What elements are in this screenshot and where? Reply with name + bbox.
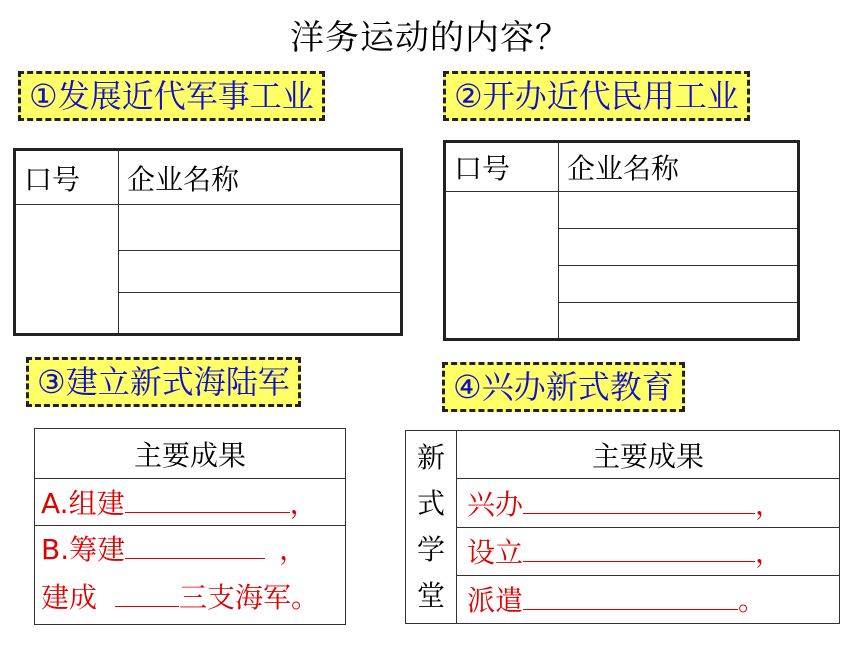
side-char: 堂 <box>416 579 445 612</box>
results-header: 主要成果 <box>35 429 346 479</box>
punct: ， <box>289 487 318 520</box>
new-school-label <box>406 431 457 624</box>
result-b-built: 建成 <box>41 581 98 614</box>
side-char: 式 <box>416 487 445 520</box>
punct: ， <box>279 533 308 566</box>
result-b-tail: 三支海军。 <box>179 581 320 614</box>
punct: 。 <box>738 584 767 618</box>
enterprise-cell <box>119 251 402 293</box>
punct: ， <box>755 487 784 521</box>
results-header: 主要成果 <box>457 431 840 479</box>
enterprise-cell <box>559 192 799 229</box>
enterprise-cell <box>119 293 402 335</box>
edu-text: 兴办 <box>467 487 524 521</box>
section-tag-new-education: ④兴办新式教育 <box>442 362 685 412</box>
slogan-cell <box>15 205 119 335</box>
edu-line-2 <box>457 527 840 575</box>
answer-blank <box>125 511 290 513</box>
enterprise-cell <box>559 303 799 340</box>
answer-blank <box>125 557 265 559</box>
section-tag-civil-industry: ②开办近代民用工业 <box>443 71 750 121</box>
result-line-a <box>35 479 346 526</box>
col-enterprise-name: 企业名称 <box>559 142 799 192</box>
answer-blank <box>523 608 738 610</box>
answer-blank <box>523 560 755 562</box>
edu-line-3 <box>457 575 840 623</box>
edu-text: 派遣 <box>467 584 524 618</box>
col-slogan: 口号 <box>15 150 119 205</box>
result-b-text: B.筹建 <box>41 533 126 566</box>
military-industry-table <box>13 148 403 336</box>
col-slogan: 口号 <box>445 142 559 192</box>
enterprise-cell <box>559 229 799 266</box>
enterprise-cell <box>559 266 799 303</box>
section-tag-military-industry: ①发展近代军事工业 <box>18 71 325 121</box>
edu-text: 设立 <box>467 536 524 570</box>
section-tag-navy-army: ③建立新式海陆军 <box>26 357 301 407</box>
slogan-cell <box>445 192 559 340</box>
edu-line-1 <box>457 479 840 527</box>
enterprise-cell <box>119 205 402 251</box>
result-a-text: A.组建 <box>41 487 125 520</box>
civil-industry-table <box>443 140 800 341</box>
col-enterprise-name: 企业名称 <box>119 150 402 205</box>
result-line-b <box>35 526 346 625</box>
answer-blank <box>115 605 179 607</box>
page-title: 洋务运动的内容？ <box>290 18 570 58</box>
answer-blank <box>523 512 755 514</box>
side-char: 新 <box>416 441 445 474</box>
side-char: 学 <box>416 533 445 566</box>
new-education-table <box>405 430 840 624</box>
navy-army-table <box>34 428 346 625</box>
punct: ， <box>755 536 784 570</box>
